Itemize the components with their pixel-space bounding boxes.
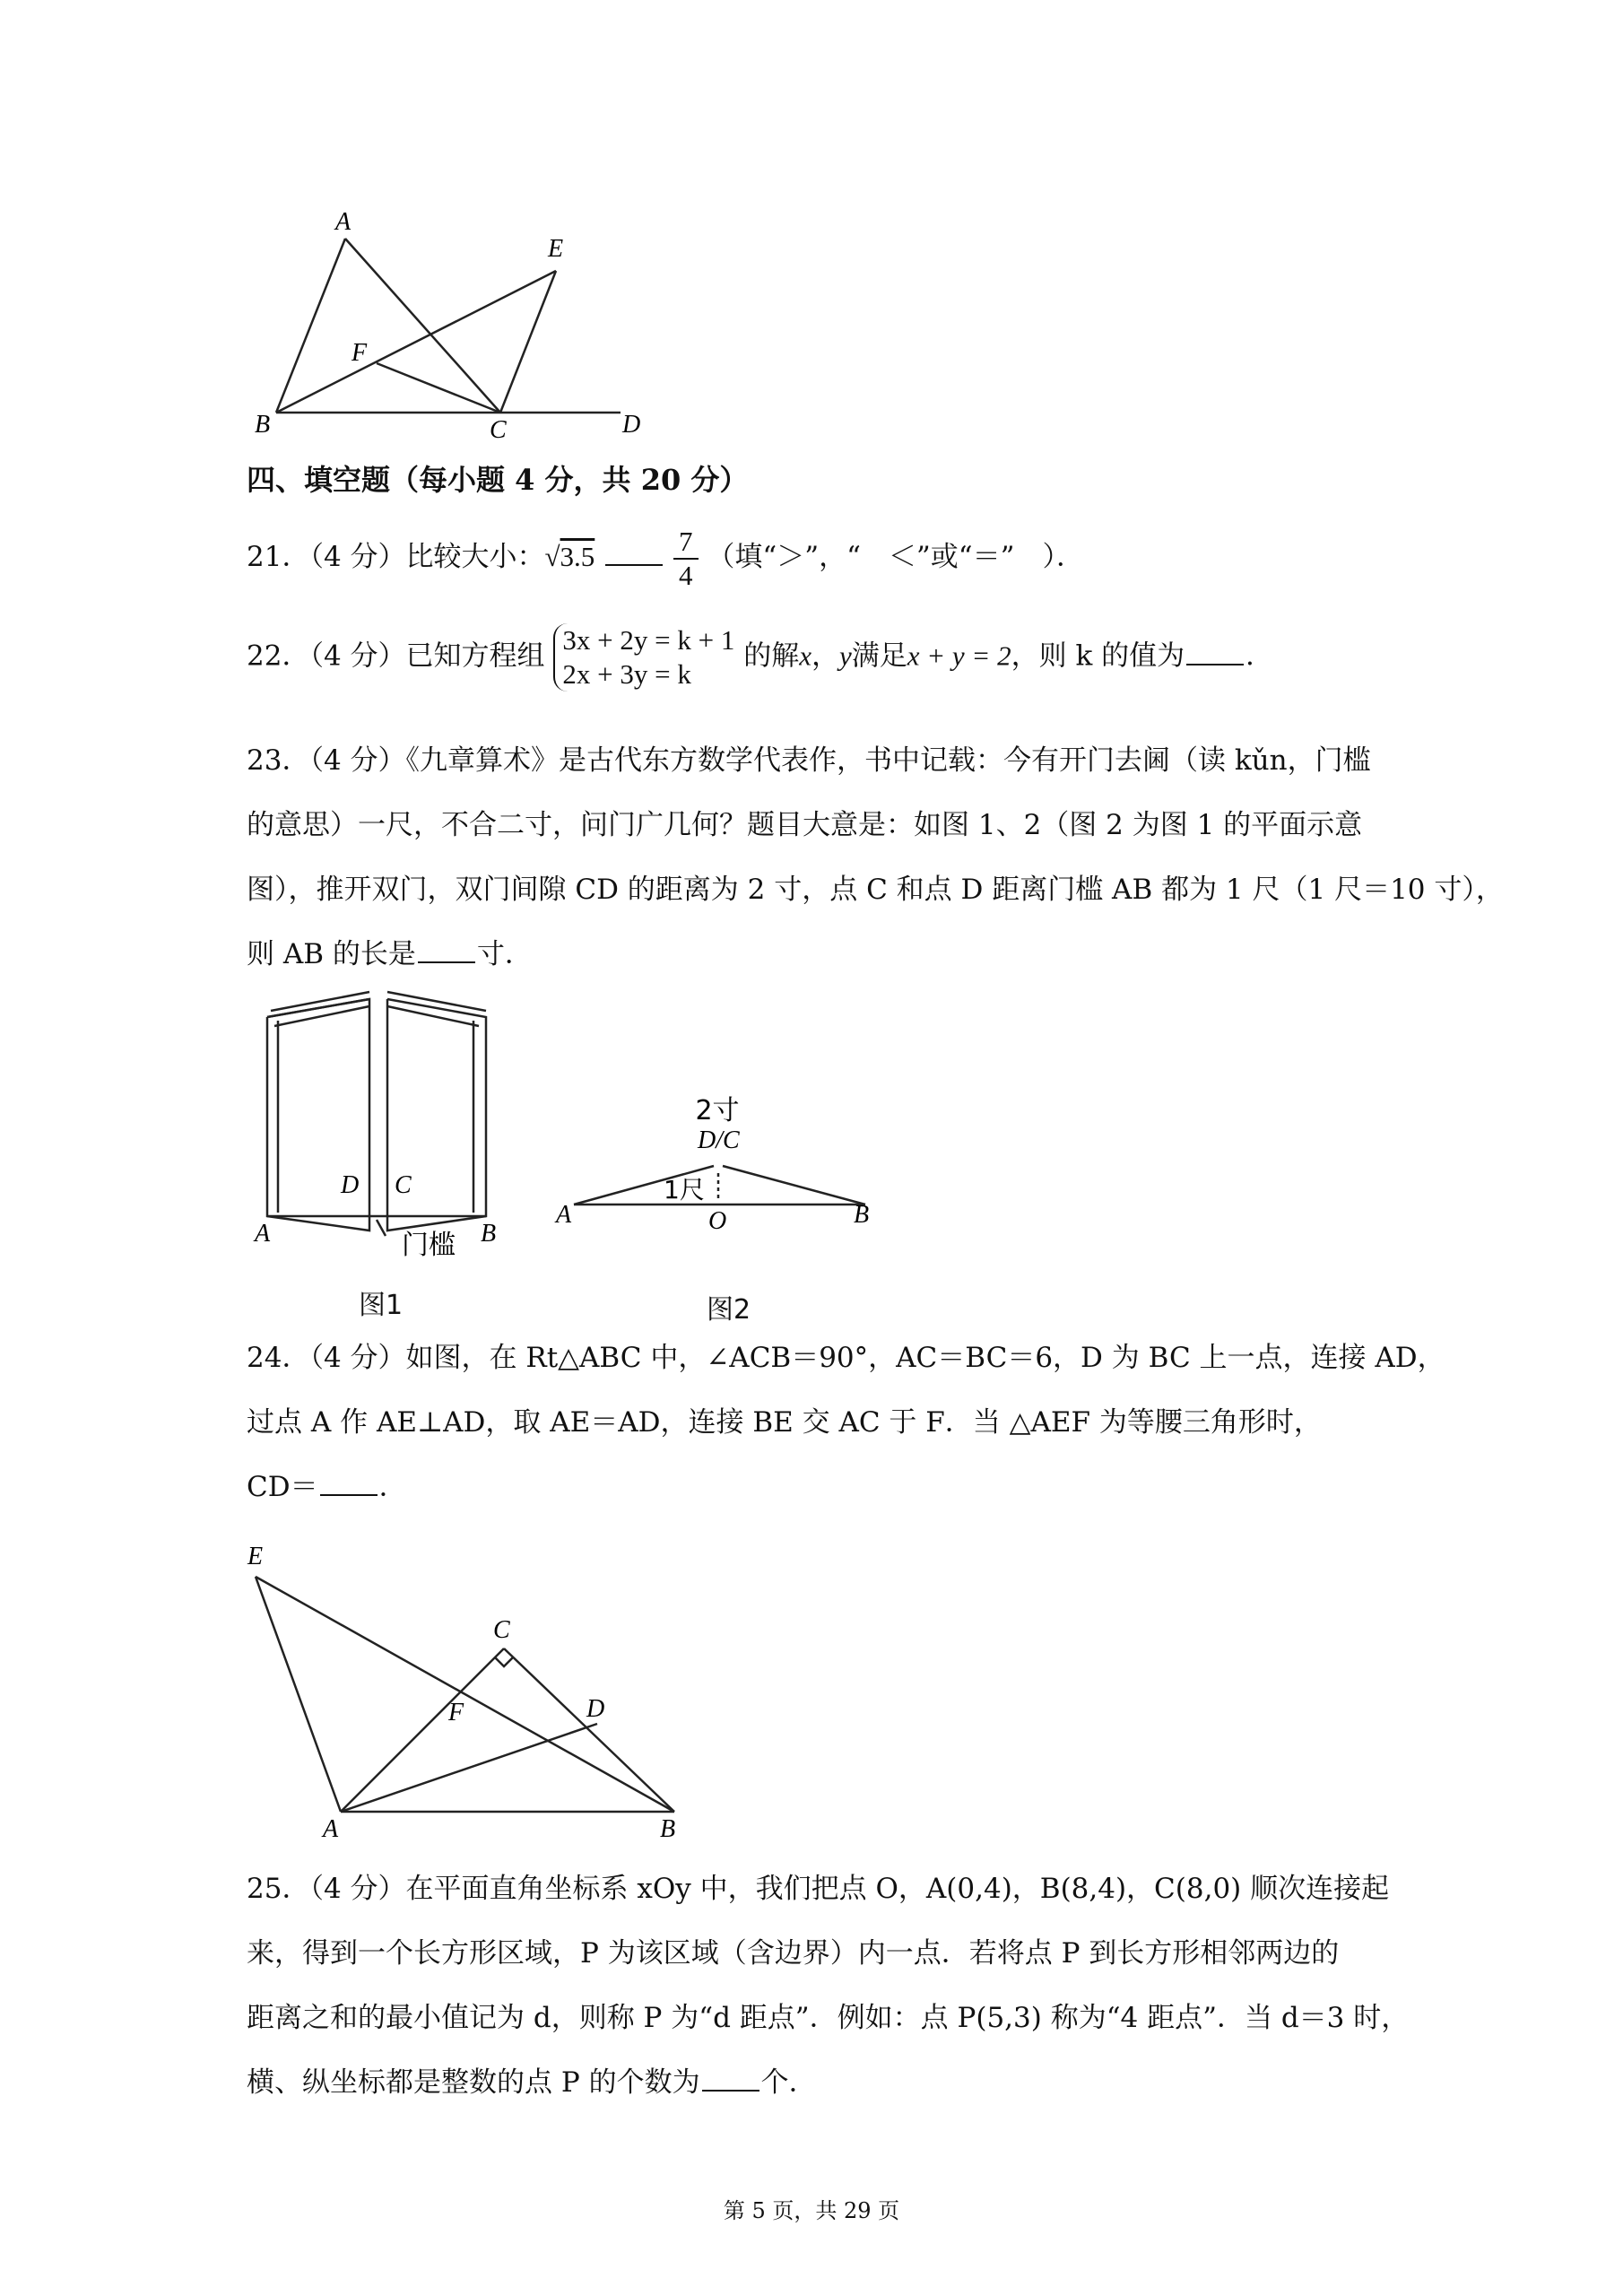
fig24-label-b: B [660,1815,676,1843]
q22-text-2: 满足 [851,639,907,673]
fig1-threshold-label: 门槛 [402,1230,456,1261]
fig1-caption: 图1 [359,1290,404,1321]
question-22 [247,623,1273,691]
q23-line-3: 图），推开双门，双门间隙 CD 的距离为 2 寸，点 C 和点 D 距离门槛 AB 都为 1 尺（1 尺＝10 寸）， [247,874,1504,906]
q24-line-3-end: ． [378,1471,407,1503]
q24-blank [320,1471,378,1496]
q22-text-3: ，则 k 的值为 [1011,639,1185,673]
q21-frac-den: 4 [679,559,693,591]
fig24-label-d: D [586,1695,605,1723]
fig24-label-a: A [323,1815,339,1843]
q25-line-3: 距离之和的最小值记为 d，则称 P 为“d 距点”．例如：点 P(5,3) 称为“4 距点”．当 d＝3 时， [247,2002,1410,2034]
q25-line-4-text: 横、纵坐标都是整数的点 P 的个数为 [247,2066,700,2099]
fig24-label-c: C [493,1616,510,1644]
q23-blank [418,938,475,963]
q23-line-4-text: 则 AB 的长是 [247,938,416,970]
figure-2-plan [547,1085,888,1238]
fig2-label-b: B [854,1201,870,1229]
fig2-label-a: A [556,1201,572,1229]
figure-1-doors [251,987,538,1283]
fig1-label-a: A [255,1220,271,1248]
fig1-label-d: D [341,1171,360,1199]
q21-sqrt: √3.5 [544,541,595,572]
q25-line-1: 25．（4 分）在平面直角坐标系 xOy 中，我们把点 O，A(0,4)，B(8,4)，C(8,0) 顺次连接起 [247,1873,1390,1905]
q22-var-x: x [799,639,812,672]
q25-line-4-end: 个． [760,2066,817,2099]
q24-line-3 [247,1455,407,1519]
q25-line-4 [247,2050,817,2115]
label-b: B [255,411,271,439]
fig2-label-dc: D/C [698,1126,740,1154]
q21-blank [605,541,663,566]
fig2-label-1chi: 1尺 [664,1175,705,1205]
q25-line-2: 来，得到一个长方形区域，P 为该区域（含边界）内一点．若将点 P 到长方形相邻两边的 [247,1937,1340,1970]
page-footer: 第 5 页，共 29 页 [723,2198,900,2223]
q24-line-2: 过点 A 作 AE⊥AD，取 AE＝AD，连接 BE 交 AC 于 F．当 △AEF 为等腰三角形时， [247,1406,1322,1439]
q22-equation-system [553,623,734,691]
q22-condition: x + y = 2 [907,639,1011,672]
fig2-caption: 图2 [707,1294,751,1326]
fig24-label-e: E [247,1543,264,1570]
q24-line-1: 24．（4 分）如图，在 Rt△ABC 中，∠ACB＝90°，AC＝BC＝6，D 为 BC 上一点，连接 AD， [247,1342,1445,1374]
label-a: A [335,208,352,236]
q22-text-1: 的解 [743,639,800,673]
q21-sqrt-value: 3.5 [560,541,595,572]
fig2-label-2cun: 2寸 [695,1095,740,1126]
q22-var-y: y [838,639,852,672]
q22-eq2: 2x + 3y = k [562,658,691,690]
q23-line-4 [247,922,533,987]
label-e: E [548,235,564,263]
q24-line-3-text: CD＝ [247,1471,318,1503]
q23-line-1: 23．（4 分）《九章算术》是古代东方数学代表作，书中记载：今有开门去阃（读 kǔn，门槛 [247,744,1371,777]
label-c: C [490,416,507,444]
q25-blank [702,2066,759,2092]
q22-end: ． [1245,639,1274,673]
label-d: D [622,411,641,439]
q23-line-4-end: 寸． [476,938,533,970]
figure-triangle-abcde [242,197,673,448]
fig2-label-o: O [708,1207,727,1235]
fig24-label-f: F [448,1699,464,1726]
q22-blank [1186,640,1244,665]
q23-line-2: 的意思）一尺，不合二寸，问门广几何？题目大意是：如图 1、2（图 2 为图 1 的平面示意 [247,809,1363,841]
q21-suffix: （填“＞”，“ ＜”或“＝” ）． [707,541,1084,573]
q22-comma: ， [811,639,839,673]
q21-prefix: 21．（4 分）比较大小： [247,541,545,573]
section-title: 四、填空题（每小题 4 分，共 20 分） [247,463,749,497]
fig1-label-b: B [481,1220,497,1248]
question-21 [247,525,1084,592]
q22-eq1: 3x + 2y = k + 1 [562,624,735,656]
fig1-label-c: C [395,1171,412,1199]
q21-frac-num: 7 [673,526,699,560]
label-f: F [352,339,368,367]
q21-fraction [673,526,699,592]
figure-24-triangle [242,1525,690,1848]
q22-prefix: 22．（4 分）已知方程组 [247,639,545,673]
